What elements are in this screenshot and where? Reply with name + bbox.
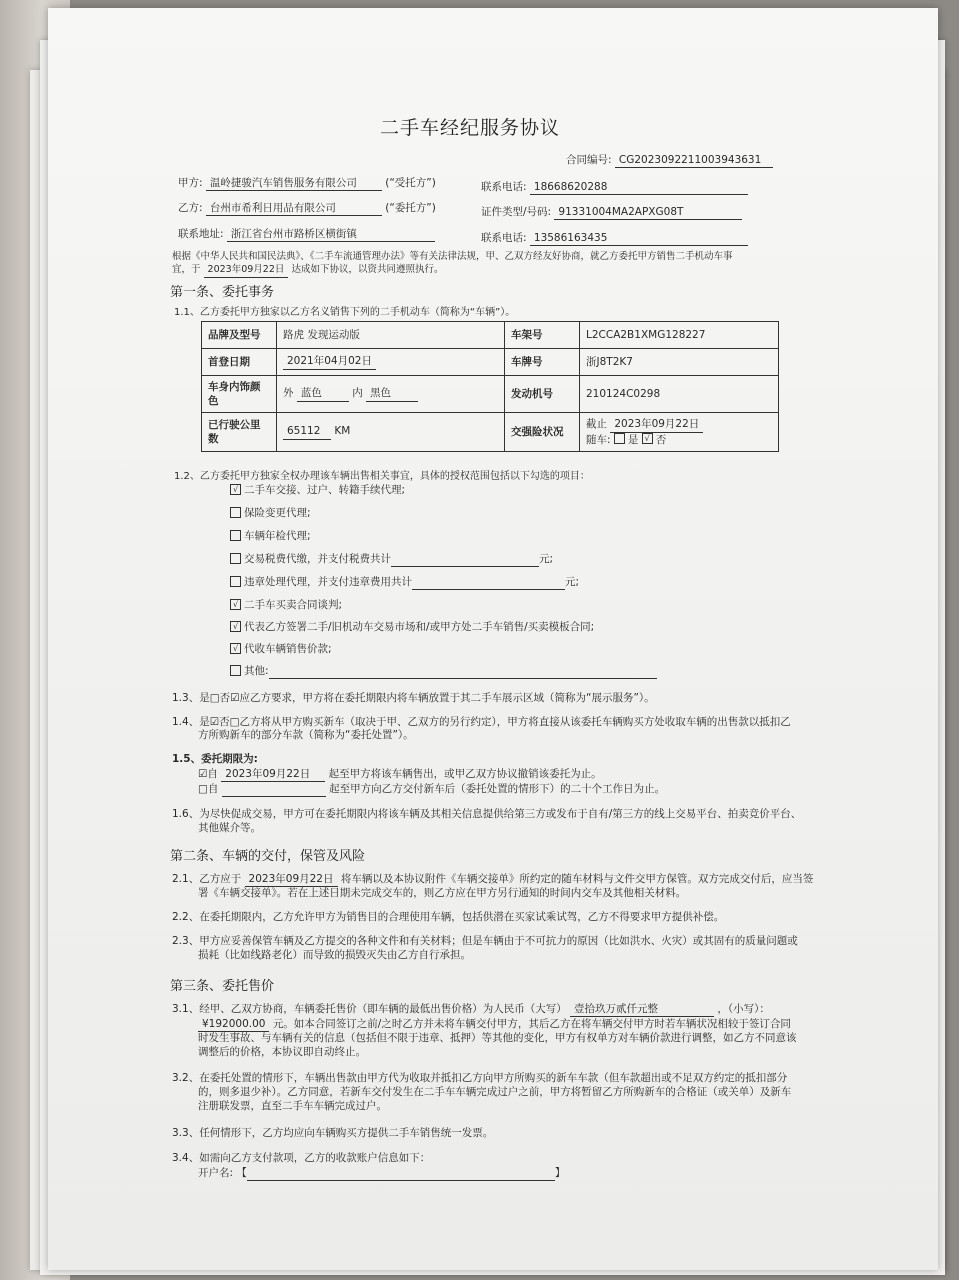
checkbox-checked: √ bbox=[230, 621, 241, 632]
party-b-phone: 联系电话: 13586163435 bbox=[481, 231, 748, 246]
clause-1-5-a: ☑自 2023年09月22日 起至甲方将该车辆售出，或甲乙双方协议撤销该委托为止。 bbox=[198, 767, 602, 782]
vehicle-info-table bbox=[201, 321, 779, 452]
checkbox bbox=[230, 530, 241, 541]
option-label: 保险变更代理; bbox=[244, 507, 311, 519]
section-2-title: 第二条、车辆的交付，保管及风险 bbox=[170, 849, 366, 864]
party-b-row: 乙方: 台州市希利日用品有限公司 (“委托方”) bbox=[178, 201, 436, 216]
clause-1-3: 1.3、是□否☑应乙方要求，甲方将在委托期限内将车辆放置于其二手车展示区域（简称为“展示服务”）。 bbox=[172, 692, 655, 704]
engine-label: 发动机号 bbox=[505, 376, 580, 413]
checkbox-checked: √ bbox=[230, 643, 241, 654]
authorization-option bbox=[230, 506, 311, 520]
option-suffix: 元; bbox=[565, 576, 580, 588]
blank-line bbox=[412, 575, 565, 590]
checkbox-checked: √ bbox=[642, 433, 653, 444]
checkbox-checked: √ bbox=[230, 484, 241, 495]
option-label: 交易税费代缴，并支付税费共计 bbox=[244, 553, 391, 565]
clause-1-6-line-2: 其他媒介等。 bbox=[198, 822, 261, 834]
color-label: 车身内饰颜色 bbox=[202, 376, 277, 413]
clause-3-1-line-2: ¥192000.00 元。如本合同签订之前/之时乙方并未将车辆交付甲方，其后乙方在将车辆交付甲方时若车辆状况相较于签订合同 bbox=[198, 1017, 791, 1032]
clause-1-5-b: □自 起至甲方向乙方交付新车后（委托处置的情形下）的二十个工作日为止。 bbox=[198, 782, 665, 797]
clause-1-4-line-1: 1.4、是☑否□乙方将从甲方购买新车（取决于甲、乙双方的另行约定），甲方将直接从该委托车辆购买方处收取车辆的出售款以抵扣乙 bbox=[172, 716, 791, 728]
option-suffix: 元; bbox=[539, 553, 554, 565]
clause-3-3: 3.3、任何情形下，乙方均应向车辆购买方提供二手车销售统一发票。 bbox=[172, 1127, 494, 1139]
option-label: 二手车交接、过户、转籍手续代理; bbox=[244, 484, 406, 496]
clause-1-1: 1.1、乙方委托甲方独家以乙方名义销售下列的二手机动车（简称为“车辆”）。 bbox=[174, 307, 516, 318]
clause-2-1-line-1: 2.1、乙方应于 2023年09月22日 将车辆以及本协议附件《车辆交接单》所约定的随车材料与文件交甲方保管。双方完成交付后，应当签 bbox=[172, 872, 813, 887]
checkbox bbox=[230, 665, 241, 676]
option-label: 其他: bbox=[244, 665, 269, 677]
clause-3-1-line-1: 3.1、经甲、乙双方协商，车辆委托售价（即车辆的最低出售价格）为人民币（大写） 壹拾玖万贰仟元整 ，（小写）： bbox=[172, 1002, 770, 1017]
authorization-option bbox=[230, 620, 594, 634]
insurance-label: 交强险状况 bbox=[505, 413, 580, 452]
clause-2-2: 2.2、在委托期限内，乙方允许甲方为销售目的合理使用车辆，包括供潜在买家试乘试驾，乙方不得要求甲方提供补偿。 bbox=[172, 911, 725, 923]
authorization-option bbox=[230, 642, 332, 656]
authorization-option bbox=[230, 483, 405, 497]
color-value: 外 蓝色 内 黑色 bbox=[277, 376, 505, 413]
checkbox bbox=[230, 576, 241, 587]
mileage-value: 65112 KM bbox=[277, 413, 505, 452]
intro-line-2: 宜，于 2023年09月22日 达成如下协议，以资共同遵照执行。 bbox=[172, 264, 443, 278]
authorization-option bbox=[230, 664, 657, 679]
clause-2-3-line-1: 2.3、甲方应妥善保管车辆及乙方提交的各种文件和有关材料；但是车辆由于不可抗力的原因（比如洪水、火灾）或其固有的质量问题或 bbox=[172, 935, 798, 947]
clause-3-1-line-4: 调整后的价格，本协议即自动终止。 bbox=[198, 1046, 366, 1058]
table-row bbox=[202, 376, 779, 413]
party-a-row: 甲方: 温岭捷骏汽车销售服务有限公司 (“受托方”) bbox=[178, 176, 436, 191]
clause-3-2-line-2: 的，则多退少补）。乙方同意，若新车交付发生在二手车车辆完成过户之前，甲方将暂留乙方所购新车的合格证（或关单）及新车 bbox=[198, 1086, 792, 1098]
section-1-title: 第一条、委托事务 bbox=[170, 285, 275, 300]
option-label: 二手车买卖合同谈判; bbox=[244, 599, 343, 611]
clause-3-4: 3.4、如需向乙方支付款项，乙方的收款账户信息如下： bbox=[172, 1152, 431, 1164]
checkbox bbox=[614, 433, 625, 444]
party-a-phone: 联系电话: 18668620288 bbox=[481, 180, 748, 195]
option-label: 代收车辆销售价款; bbox=[244, 643, 332, 655]
checkbox bbox=[230, 553, 241, 564]
mileage-label: 已行驶公里数 bbox=[202, 413, 277, 452]
contract-paper bbox=[48, 8, 938, 1270]
authorization-option bbox=[230, 575, 579, 590]
intro-line-1: 根据《中华人民共和国民法典》、《二手车流通管理办法》等有关法律法规，甲、乙双方经友好协商，就乙方委托甲方销售二手机动车事 bbox=[172, 251, 733, 262]
clause-3-2-line-3: 注册联发票，直至二手车车辆完成过户。 bbox=[198, 1100, 387, 1112]
vin-value: L2CCA2B1XMG128227 bbox=[580, 322, 779, 349]
reg-date-value: 2021年04月02日 bbox=[277, 349, 505, 376]
party-b-address: 联系地址: 浙江省台州市路桥区横街镇 bbox=[178, 227, 435, 242]
plate-label: 车牌号 bbox=[505, 349, 580, 376]
contract-number: 合同编号: CG2023092211003943631 bbox=[566, 153, 773, 168]
clause-1-6-line-1: 1.6、为尽快促成交易，甲方可在委托期限内将该车辆及其相关信息提供给第三方或发布于自有/第三方的线上交易平台、拍卖竞价平台、 bbox=[172, 808, 802, 820]
table-row bbox=[202, 322, 779, 349]
checkbox-checked: √ bbox=[230, 599, 241, 610]
option-label: 代表乙方签署二手/旧机动车交易市场和/或甲方处二手车销售/买卖模板合同; bbox=[244, 621, 595, 633]
clause-1-2: 1.2、乙方委托甲方独家全权办理该车辆出售相关事宜，具体的授权范围包括以下勾选的项目： bbox=[174, 471, 590, 482]
table-row bbox=[202, 349, 779, 376]
section-3-title: 第三条、委托售价 bbox=[170, 979, 275, 994]
checkbox bbox=[230, 507, 241, 518]
table-row bbox=[202, 413, 779, 452]
authorization-option bbox=[230, 529, 311, 543]
authorization-option bbox=[230, 552, 553, 567]
clause-2-1-line-2: 署《车辆交接单》。若在上述日期未完成交车的，则乙方应在甲方另行通知的时间内交车及其他相关材料。 bbox=[198, 887, 687, 899]
clause-1-4-line-2: 方所购新车的部分车款（简称为“委托处置”）。 bbox=[198, 729, 414, 741]
blank-line bbox=[391, 552, 539, 567]
authorization-option bbox=[230, 598, 342, 612]
brand-value: 路虎 发现运动版 bbox=[277, 322, 505, 349]
blank-line bbox=[269, 664, 657, 679]
plate-value: 浙J8T2K7 bbox=[580, 349, 779, 376]
option-label: 车辆年检代理; bbox=[244, 530, 311, 542]
vin-label: 车架号 bbox=[505, 322, 580, 349]
clause-3-2-line-1: 3.2、在委托处置的情形下，车辆出售款由甲方代为收取并抵扣乙方向甲方所购买的新车车款（但车款超出或不足双方约定的抵扣部分 bbox=[172, 1072, 788, 1084]
document-title: 二手车经纪服务协议 bbox=[380, 117, 561, 139]
bank-account-name: 开户名: 【 】 bbox=[198, 1166, 565, 1181]
insurance-value: 截止 2023年09月22日 随车: 是 √ 否 bbox=[580, 413, 779, 452]
clause-1-5-title: 1.5、委托期限为: bbox=[172, 753, 258, 765]
brand-label: 品牌及型号 bbox=[202, 322, 277, 349]
reg-date-label: 首登日期 bbox=[202, 349, 277, 376]
clause-3-1-line-3: 时发生事故、与车辆有关的信息（包括但不限于违章、抵押）等其他的变化，甲方有权单方对车辆价款进行调整，如乙方不同意该 bbox=[198, 1032, 797, 1044]
party-b-id: 证件类型/号码: 91331004MA2APXG08T bbox=[481, 205, 742, 220]
engine-value: 210124C0298 bbox=[580, 376, 779, 413]
option-label: 违章处理代理，并支付违章费用共计 bbox=[244, 576, 412, 588]
clause-2-3-line-2: 损耗（比如线路老化）而导致的损毁灭失由乙方自行承担。 bbox=[198, 949, 471, 961]
